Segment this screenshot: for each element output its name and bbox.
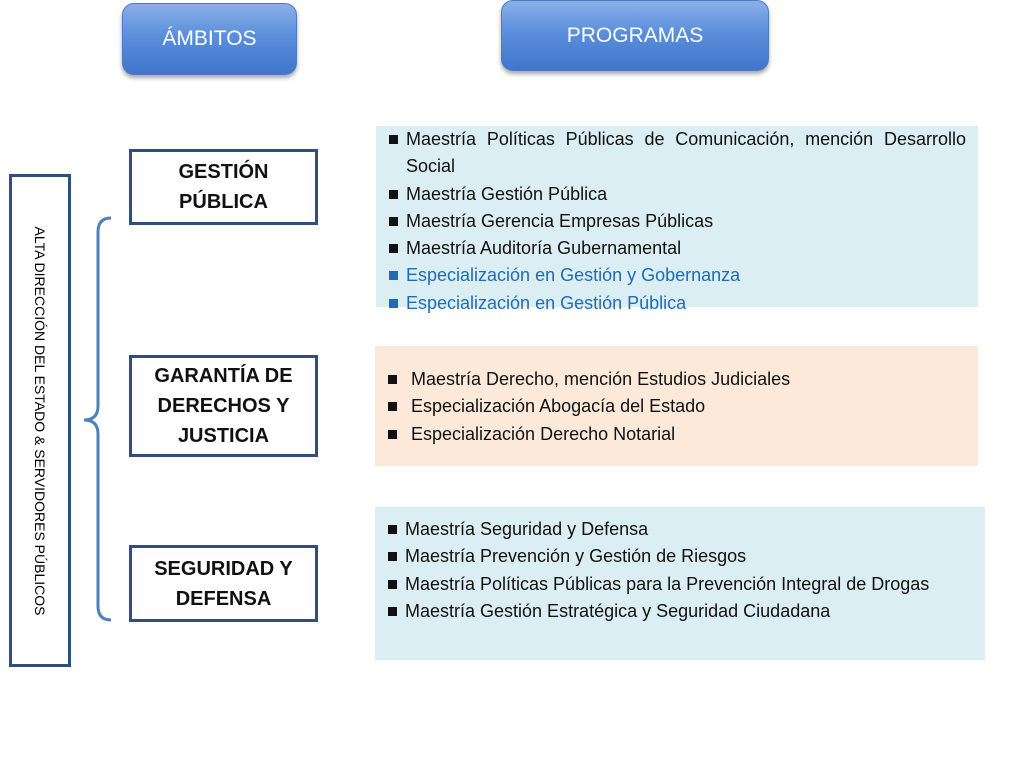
brace-path bbox=[84, 218, 111, 620]
program-item: Maestría Seguridad y Defensa bbox=[385, 516, 973, 543]
program-item: Maestría Políticas Públicas de Comunicación, mención Desarrollo Social bbox=[386, 126, 966, 181]
program-list bbox=[385, 516, 973, 625]
program-item: Especialización Abogacía del Estado bbox=[385, 393, 966, 420]
program-item: Maestría Políticas Públicas para la Prevención Integral de Drogas bbox=[385, 571, 973, 598]
category-garantia-derechos bbox=[129, 355, 318, 457]
program-item: Maestría Derecho, mención Estudios Judiciales bbox=[385, 366, 966, 393]
program-item: Maestría Gestión Pública bbox=[386, 181, 966, 208]
program-list bbox=[385, 366, 966, 448]
programs-panel-seguridad bbox=[375, 507, 985, 660]
vertical-label: ALTA DIRECCIÓN DEL ESTADO & SERVIDORES PÚBLICOS bbox=[32, 226, 48, 615]
category-label: SEGURIDAD Y DEFENSA bbox=[154, 557, 293, 610]
ambitos-header-label: ÁMBITOS bbox=[162, 27, 257, 50]
category-label: GESTIÓN PÚBLICA bbox=[178, 161, 269, 213]
category-label: GARANTÍA DE DERECHOS Y JUSTICIA bbox=[154, 365, 293, 447]
programas-header-label: PROGRAMAS bbox=[566, 23, 704, 47]
program-item: Maestría Gerencia Empresas Públicas bbox=[386, 208, 966, 235]
program-item-highlight: Especialización en Gestión y Gobernanza bbox=[386, 262, 966, 289]
program-item: Maestría Auditoría Gubernamental bbox=[386, 235, 966, 262]
program-item-highlight: Especialización en Gestión Pública bbox=[386, 290, 966, 317]
category-gestion-publica bbox=[129, 149, 318, 225]
category-seguridad-defensa bbox=[129, 545, 318, 622]
program-item: Especialización Derecho Notarial bbox=[385, 421, 966, 448]
programs-panel-garantia bbox=[375, 346, 978, 466]
programs-panel-gestion bbox=[376, 126, 978, 313]
program-list bbox=[386, 126, 966, 317]
program-item: Maestría Gestión Estratégica y Seguridad Ciudadana bbox=[385, 598, 973, 625]
program-item: Maestría Prevención y Gestión de Riesgos bbox=[385, 543, 973, 570]
